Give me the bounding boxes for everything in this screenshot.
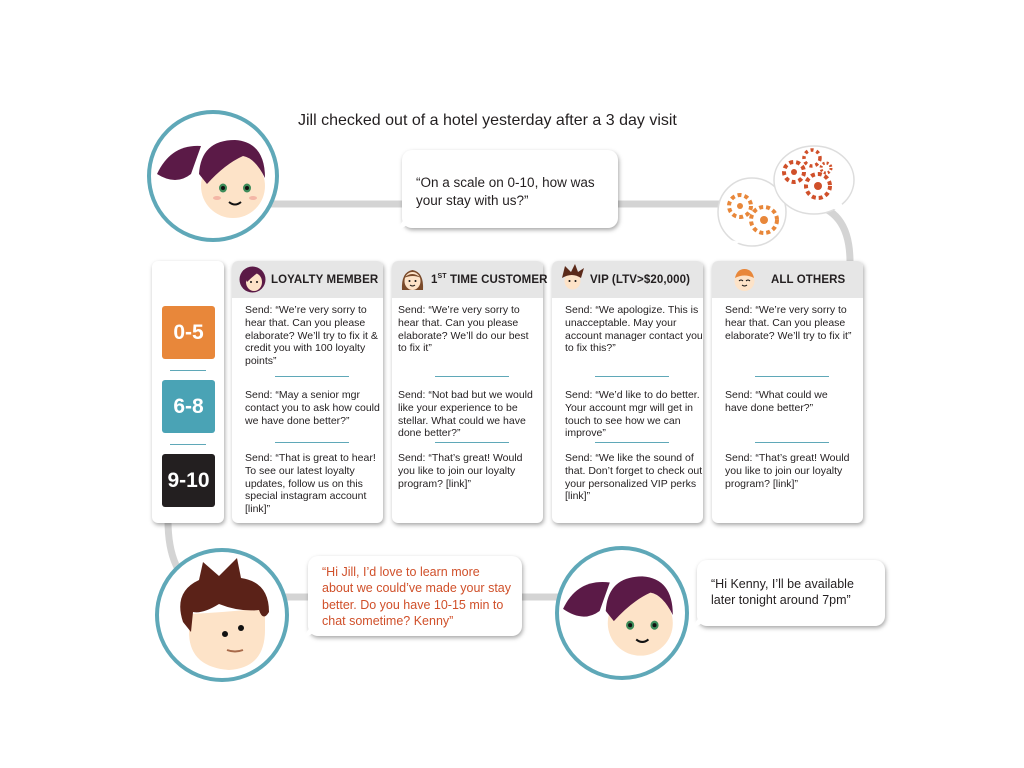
kenny-message-text: “Hi Jill, I’d love to learn more about we could’ve made your stay better. Do you have 10-15 min to chat sometime? Kenny” — [322, 565, 511, 628]
score-divider — [170, 444, 206, 445]
segment-header-label: LOYALTY MEMBER — [271, 273, 379, 286]
ordinal-suffix: ST — [437, 273, 447, 281]
score-badge-low: 0-5 — [162, 306, 215, 359]
message-high: Send: “That’s great! Would you like to join our loyalty program? [link]” — [398, 452, 523, 490]
message-divider — [755, 376, 829, 377]
jill-avatar — [147, 110, 279, 242]
jill-face-icon — [151, 114, 275, 238]
all-others-avatar-icon — [731, 266, 758, 293]
kenny-avatar — [155, 548, 289, 682]
message-high: Send: “That’s great! Would you like to join our loyalty program? [link]” — [725, 452, 850, 490]
segment-header — [392, 261, 548, 298]
message-divider — [435, 442, 509, 443]
score-divider — [170, 370, 206, 371]
message-high: Send: “That is great to hear! To see our latest loyalty updates, follow us on this special instagram account [link]” — [245, 452, 376, 516]
page-title: Jill checked out of a hotel yesterday after a 3 day visit — [298, 112, 677, 129]
bubble-tail-icon — [300, 620, 320, 642]
header-text: TIME CUSTOMER — [449, 273, 548, 286]
jill-avatar-reply — [555, 546, 689, 680]
message-divider — [275, 442, 349, 443]
segment-loyalty-member — [232, 261, 383, 523]
segment-header-label: VIP (LTV>$20,000) — [590, 273, 691, 286]
jill-reply-bubble — [697, 560, 885, 626]
gears-icon — [712, 140, 860, 258]
kenny-face-icon — [159, 552, 285, 678]
segment-first-time-customer — [392, 261, 548, 523]
message-divider — [275, 376, 349, 377]
first-time-customer-avatar-icon — [399, 266, 426, 293]
bubble-tail-icon — [394, 212, 414, 234]
vip-avatar-icon — [559, 264, 586, 291]
segment-vip — [552, 261, 703, 523]
segment-all-others — [712, 261, 863, 523]
bubble-tail-icon — [689, 610, 709, 632]
thinking-gears — [712, 140, 860, 258]
message-divider — [755, 442, 829, 443]
message-low: Send: “We’re very sorry to hear that. Can you please elaborate? We’ll try to fix it” — [725, 304, 852, 342]
segment-header — [552, 261, 703, 298]
message-divider — [435, 376, 509, 377]
jill-face-icon — [559, 550, 685, 676]
kenny-message-bubble — [308, 556, 522, 636]
message-low: Send: “We’re very sorry to hear that. Can you please elaborate? We’ll do our best to fix it” — [398, 304, 529, 355]
survey-question-bubble — [402, 150, 618, 228]
ordinal-number: 1 — [431, 273, 438, 286]
score-badge-mid: 6-8 — [162, 380, 215, 433]
message-mid: Send: “We’d like to do better. Your account mgr will get in touch to see how we can improve” — [565, 389, 700, 440]
message-low: Send: “We’re very sorry to hear that. Can you please elaborate? We’ll try to fix it & credit you with 100 loyalty points” — [245, 304, 378, 368]
score-badge-high: 9-10 — [162, 454, 215, 507]
jill-reply-text: “Hi Kenny, I’ll be available later tonight around 7pm” — [711, 577, 854, 608]
message-low: Send: “We apologize. This is unacceptable. May your account manager contact you to fix this?” — [565, 304, 703, 355]
score-ranges-panel — [152, 261, 224, 523]
segment-header-label: ALL OTHERS — [771, 273, 846, 286]
message-divider — [595, 442, 669, 443]
message-mid: Send: “What could we have done better?” — [725, 389, 828, 414]
segment-header — [712, 261, 863, 298]
segment-header-label — [431, 273, 548, 286]
segment-header — [232, 261, 383, 298]
loyalty-member-avatar-icon — [239, 266, 266, 293]
message-high: Send: “We like the sound of that. Don’t forget to check out your personalized VIP perks [link]” — [565, 452, 703, 503]
survey-question-text: “On a scale on 0-10, how was your stay with us?” — [416, 175, 595, 208]
message-mid: Send: “May a senior mgr contact you to ask how could we have done better?” — [245, 389, 380, 427]
message-divider — [595, 376, 669, 377]
message-mid: Send: “Not bad but we would like your experience to be stellar. What could we have done better?” — [398, 389, 533, 440]
